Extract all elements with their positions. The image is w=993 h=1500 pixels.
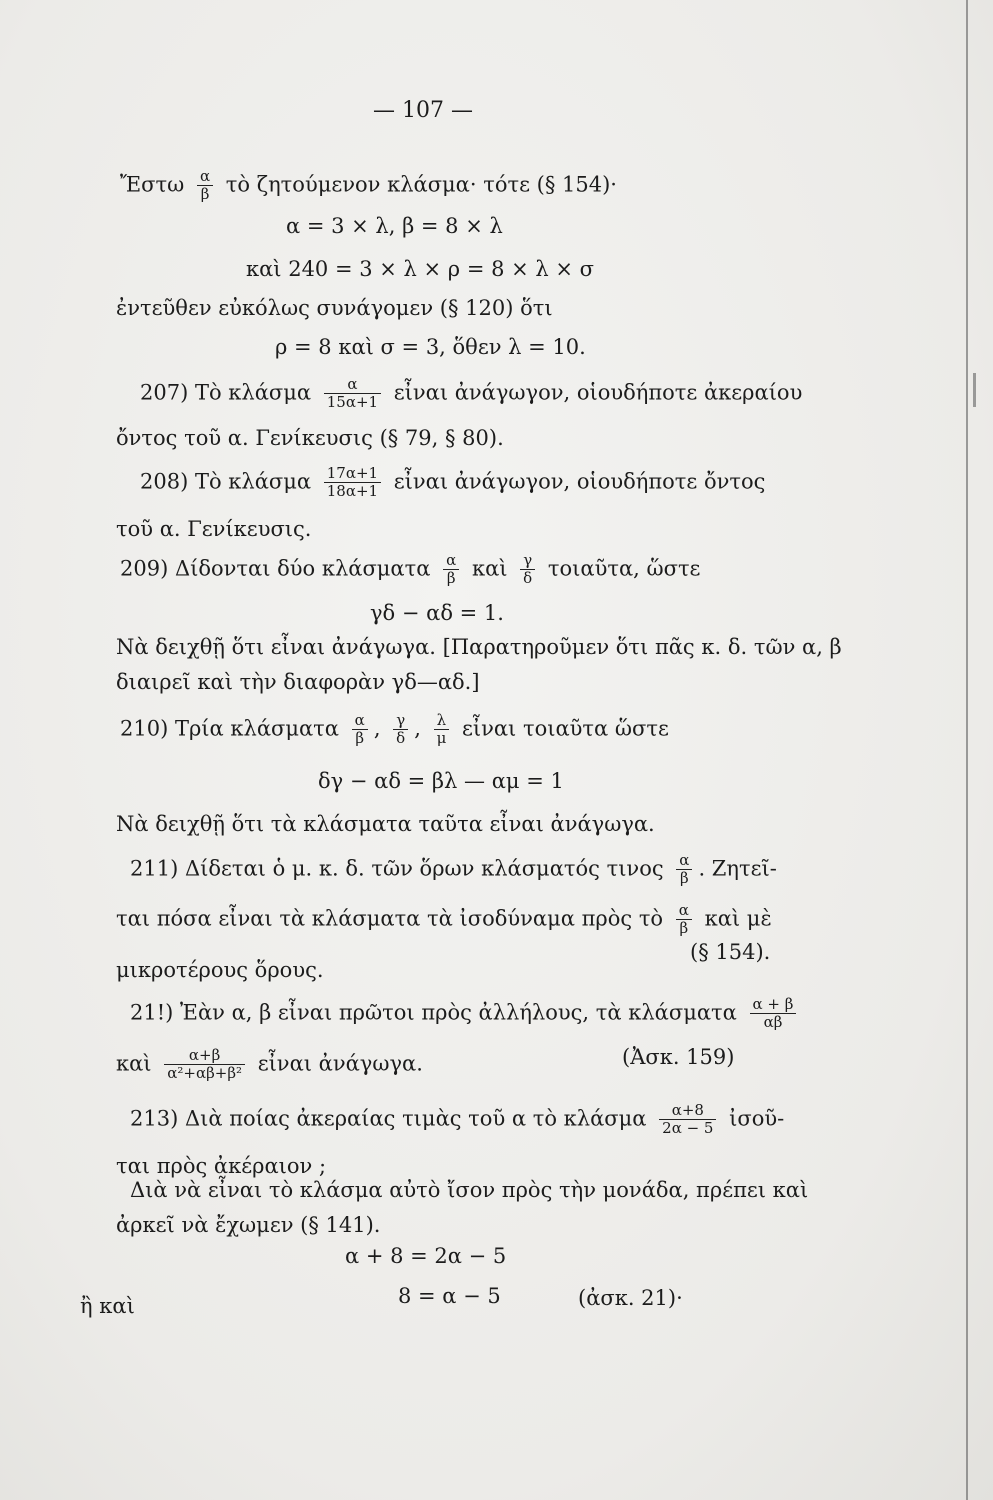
exercise-211: 211) Δίδεται ὁ μ. κ. δ. τῶν ὅρων κλάσματός τινος $\frac{\alpha}{\beta}$ . Ζητεῖ- (130, 851, 777, 888)
fraction: $\frac{\alpha}{15\alpha+1}$ (324, 376, 381, 412)
exercise-213-equation-2: 8 = α − 5 (398, 1284, 501, 1308)
fraction: $\frac{17\alpha+1}{18\alpha+1}$ (324, 465, 381, 501)
fraction: $\frac{\alpha+\beta}{\text{α²+αβ+β²}}$ (164, 1047, 245, 1083)
text-line-4: ἐντεῦθεν εὐκόλως συνάγομεν (§ 120) ὅτι (116, 296, 553, 320)
exercise-209-equation: γδ − αδ = 1. (370, 601, 504, 625)
exercise-207-line-2: ὄντος τοῦ α. Γενίκευσις (§ 79, § 80). (116, 426, 504, 450)
exercise-209-line-4: διαιρεῖ καὶ τὴν διαφορὰν γδ—αδ.] (116, 670, 480, 694)
exercise-208: 208) Τὸ κλάσμα $\frac{17\alpha+1}{18\alpha+1}$ εἶναι ἀνάγωγον, οἱουδήποτε ὄντος (140, 464, 766, 501)
exercise-207: 207) Τὸ κλάσμα $\frac{\alpha}{15\alpha+1}$ εἶναι ἀνάγωγον, οἱουδήποτε ἀκεραίου (140, 375, 803, 412)
exercise-211-line-3: μικροτέρους ὅρους. (116, 958, 324, 982)
equation-line-2: α = 3 × λ, β = 8 × λ (286, 214, 503, 238)
exercise-212-ref: (Ἀσκ. 159) (622, 1045, 735, 1069)
fraction-a-b: $\frac{\alpha}{\beta}$ (197, 168, 213, 204)
exercise-211-ref: (§ 154). (690, 940, 771, 964)
exercise-213-ref: (ἀσκ. 21)· (578, 1286, 683, 1310)
text: Ἔστω (120, 172, 185, 197)
fraction: $\frac{\alpha}{\beta}$ (676, 852, 692, 888)
exercise-213-left-text: ἢ καὶ (80, 1294, 135, 1318)
exercise-213: 213) Διὰ ποίας ἀκεραίας τιμὰς τοῦ α τὸ κλάσμα $\frac{\alpha+8}{2\alpha - 5}$ ἰσοῦ- (130, 1101, 785, 1138)
fraction: $\frac{\alpha}{\beta}$ (443, 552, 459, 588)
exercise-213-equation-1: α + 8 = 2α − 5 (345, 1244, 507, 1268)
exercise-211-line-2: ται πόσα εἶναι τὰ κλάσματα τὰ ἰσοδύναμα πρὸς τὸ $\frac{\alpha}{\beta}$ καὶ μὲ (116, 901, 772, 938)
exercise-208-line-2: τοῦ α. Γενίκευσις. (116, 517, 312, 541)
fraction: $\frac{\alpha+8}{2\alpha - 5}$ (659, 1102, 716, 1138)
page-number: — 107 — (373, 98, 473, 123)
exercise-213-line-4: ἀρκεῖ νὰ ἔχωμεν (§ 141). (116, 1213, 381, 1237)
fraction: $\frac{\gamma}{\delta}$ (520, 552, 535, 588)
equation-line-3: καὶ 240 = 3 × λ × ρ = 8 × λ × σ (246, 257, 594, 281)
exercise-213-line-3: Διὰ νὰ εἶναι τὸ κλάσμα αὐτὸ ἴσον πρὸς τὴν μονάδα, πρέπει καὶ (130, 1178, 809, 1202)
exercise-210: 210) Τρία κλάσματα $\frac{\alpha}{\beta}$ , $\frac{\gamma}{\delta}$ , $\frac{\lambda}{\mu}$ εἶναι τοιαῦτα ὥστε (120, 711, 669, 748)
exercise-212-line-2: καὶ $\frac{\alpha+\beta}{\text{α²+αβ+β²}}$ εἶναι ἀνάγωγα. (116, 1046, 423, 1083)
fraction: $\frac{\alpha + \beta}{\alpha\beta}$ (750, 996, 797, 1032)
fraction: $\frac{\lambda}{\mu}$ (434, 712, 450, 748)
equation-line-5: ρ = 8 καὶ σ = 3, ὅθεν λ = 10. (275, 335, 586, 359)
exercise-210-line-3: Νὰ δειχθῇ ὅτι τὰ κλάσματα ταῦτα εἶναι ἀνάγωγα. (116, 812, 655, 836)
exercise-209: 209) Δίδονται δύο κλάσματα $\frac{\alpha}{\beta}$ καὶ $\frac{\gamma}{\delta}$ τοιαῦτα, ὥστε (120, 551, 701, 588)
exercise-210-equation: δγ − αδ = βλ — αμ = 1 (318, 769, 564, 793)
binding-mark (973, 373, 976, 407)
fraction: $\frac{\alpha}{\beta}$ (352, 712, 368, 748)
fraction: $\frac{\alpha}{\beta}$ (676, 902, 692, 938)
exercise-212: 21!) Ἐὰν α, β εἶναι πρῶτοι πρὸς ἀλλήλους, τὰ κλάσματα $\frac{\alpha + \beta}{\alpha\beta}$ (130, 996, 802, 1032)
text: τὸ ζητούμενον κλάσμα· τότε (§ 154)· (225, 172, 617, 197)
fraction: $\frac{\gamma}{\delta}$ (393, 712, 408, 748)
text-line-1 (120, 168, 617, 204)
exercise-209-line-3: Νὰ δειχθῇ ὅτι εἶναι ἀνάγωγα. [Παρατηροῦμεν ὅτι πᾶς κ. δ. τῶν α, β (116, 635, 842, 659)
right-page-edge (966, 0, 968, 1500)
exercise-213-line-2: ται πρὸς ἀκέραιον ; (116, 1154, 327, 1178)
